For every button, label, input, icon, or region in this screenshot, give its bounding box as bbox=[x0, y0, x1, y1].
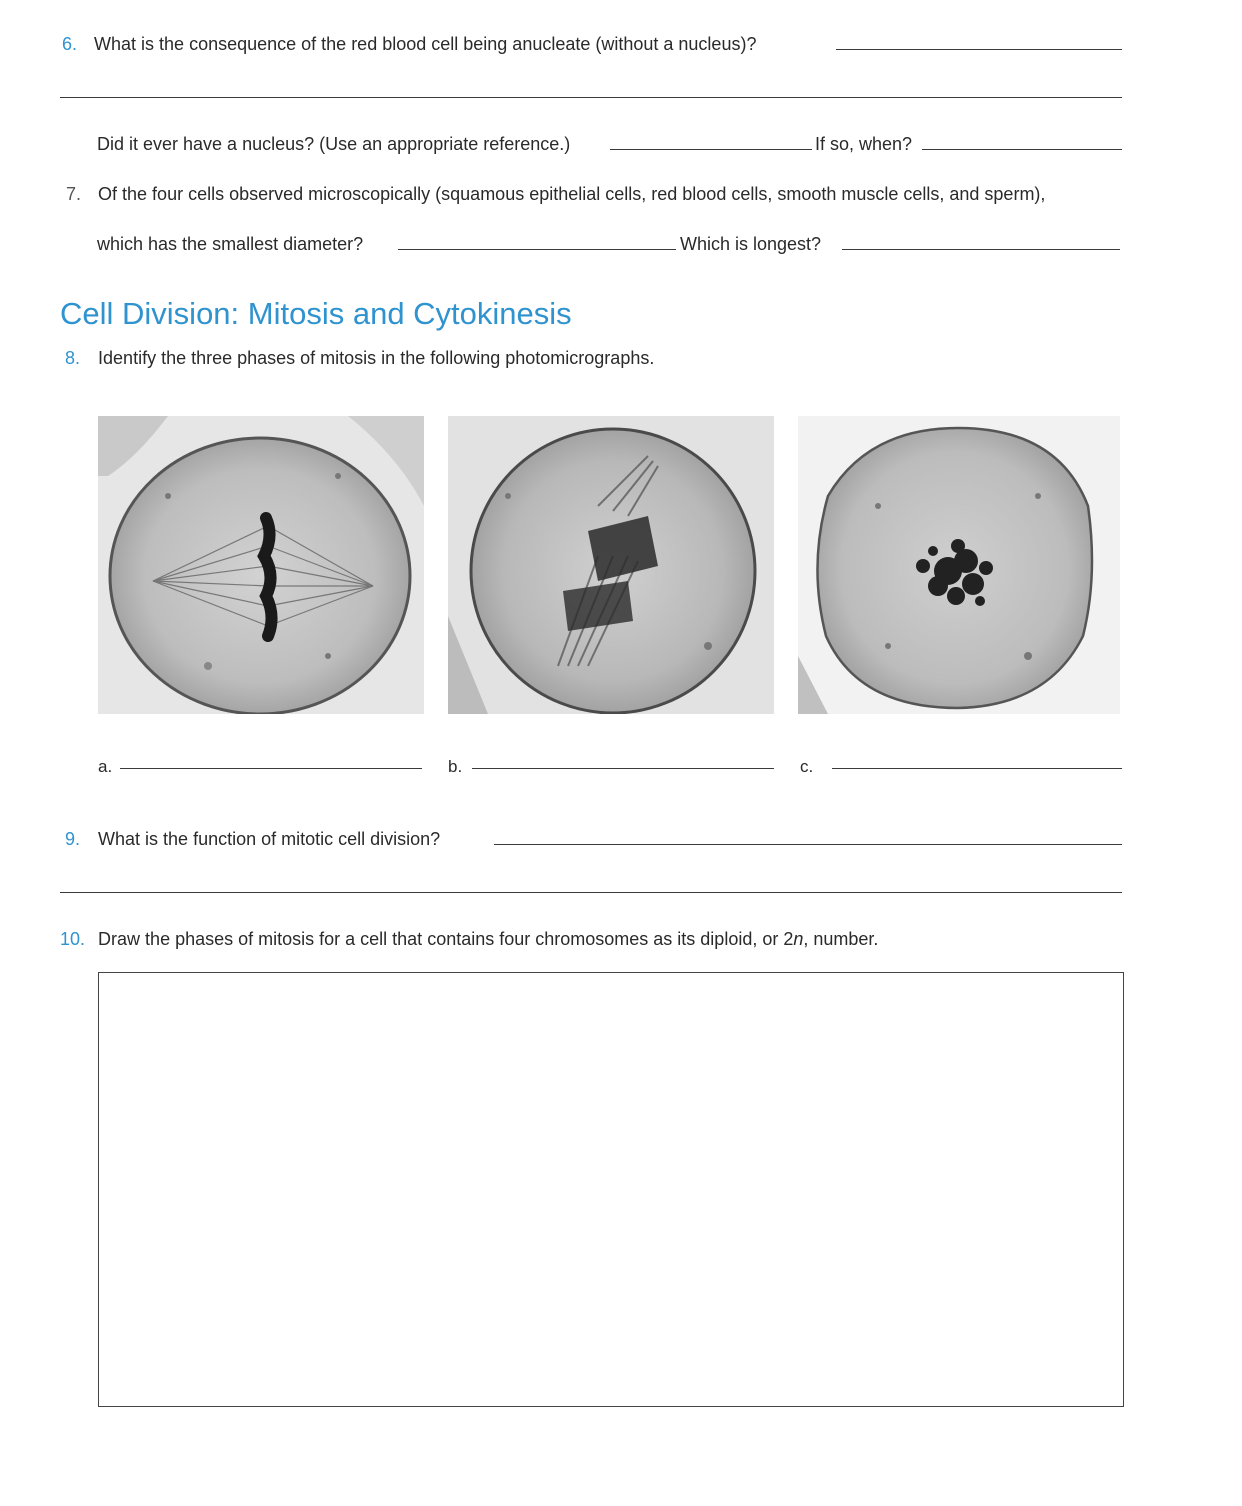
question-text: Of the four cells observed microscopically (squamous epithelial cells, red blood cells, smooth muscle cells, and sperm), bbox=[98, 184, 1046, 204]
section-heading: Cell Division: Mitosis and Cytokinesis bbox=[60, 296, 572, 331]
question-7-sub-2: Which is longest? bbox=[680, 234, 822, 254]
question-text: Identify the three phases of mitosis in the following photomicrographs. bbox=[98, 348, 655, 368]
label-b: b. bbox=[448, 757, 463, 776]
answer-line[interactable] bbox=[610, 149, 812, 150]
question-text-part: , number. bbox=[803, 929, 879, 949]
question-number: 8. bbox=[65, 348, 81, 368]
question-6-sub-1: Did it ever have a nucleus? (Use an appropriate reference.) bbox=[97, 134, 571, 154]
question-9 bbox=[65, 828, 440, 850]
photomicrograph-c bbox=[798, 416, 1120, 714]
question-10 bbox=[60, 928, 878, 950]
answer-line-b[interactable] bbox=[472, 768, 774, 769]
question-6-sub-2: If so, when? bbox=[815, 134, 913, 154]
answer-line[interactable] bbox=[842, 249, 1120, 250]
answer-line[interactable] bbox=[60, 892, 1122, 893]
question-text-part: Draw the phases of mitosis for a cell that contains four chromosomes as its diploid, or 2 bbox=[98, 929, 794, 949]
question-text: What is the consequence of the red blood cell being anucleate (without a nucleus)? bbox=[94, 34, 757, 54]
question-number: 10. bbox=[60, 929, 86, 949]
question-6 bbox=[62, 33, 756, 55]
question-8 bbox=[65, 347, 654, 369]
question-text-italic: n bbox=[793, 929, 804, 949]
label-a: a. bbox=[98, 757, 113, 776]
question-7-sub-1: which has the smallest diameter? bbox=[97, 234, 364, 254]
photomicrograph-a bbox=[98, 416, 424, 714]
drawing-area[interactable] bbox=[98, 972, 1124, 1407]
label-c: c. bbox=[800, 757, 814, 776]
question-number: 7. bbox=[66, 184, 82, 204]
answer-line[interactable] bbox=[836, 49, 1122, 50]
answer-line[interactable] bbox=[398, 249, 676, 250]
question-number: 9. bbox=[65, 829, 81, 849]
answer-line[interactable] bbox=[494, 844, 1122, 845]
answer-line-c[interactable] bbox=[832, 768, 1122, 769]
answer-line[interactable] bbox=[60, 97, 1122, 98]
answer-line-a[interactable] bbox=[120, 768, 422, 769]
answer-line[interactable] bbox=[922, 149, 1122, 150]
photomicrograph-b bbox=[448, 416, 774, 714]
question-text: What is the function of mitotic cell division? bbox=[98, 829, 441, 849]
question-7 bbox=[66, 183, 1045, 205]
question-text bbox=[98, 929, 878, 949]
question-number: 6. bbox=[62, 34, 78, 54]
